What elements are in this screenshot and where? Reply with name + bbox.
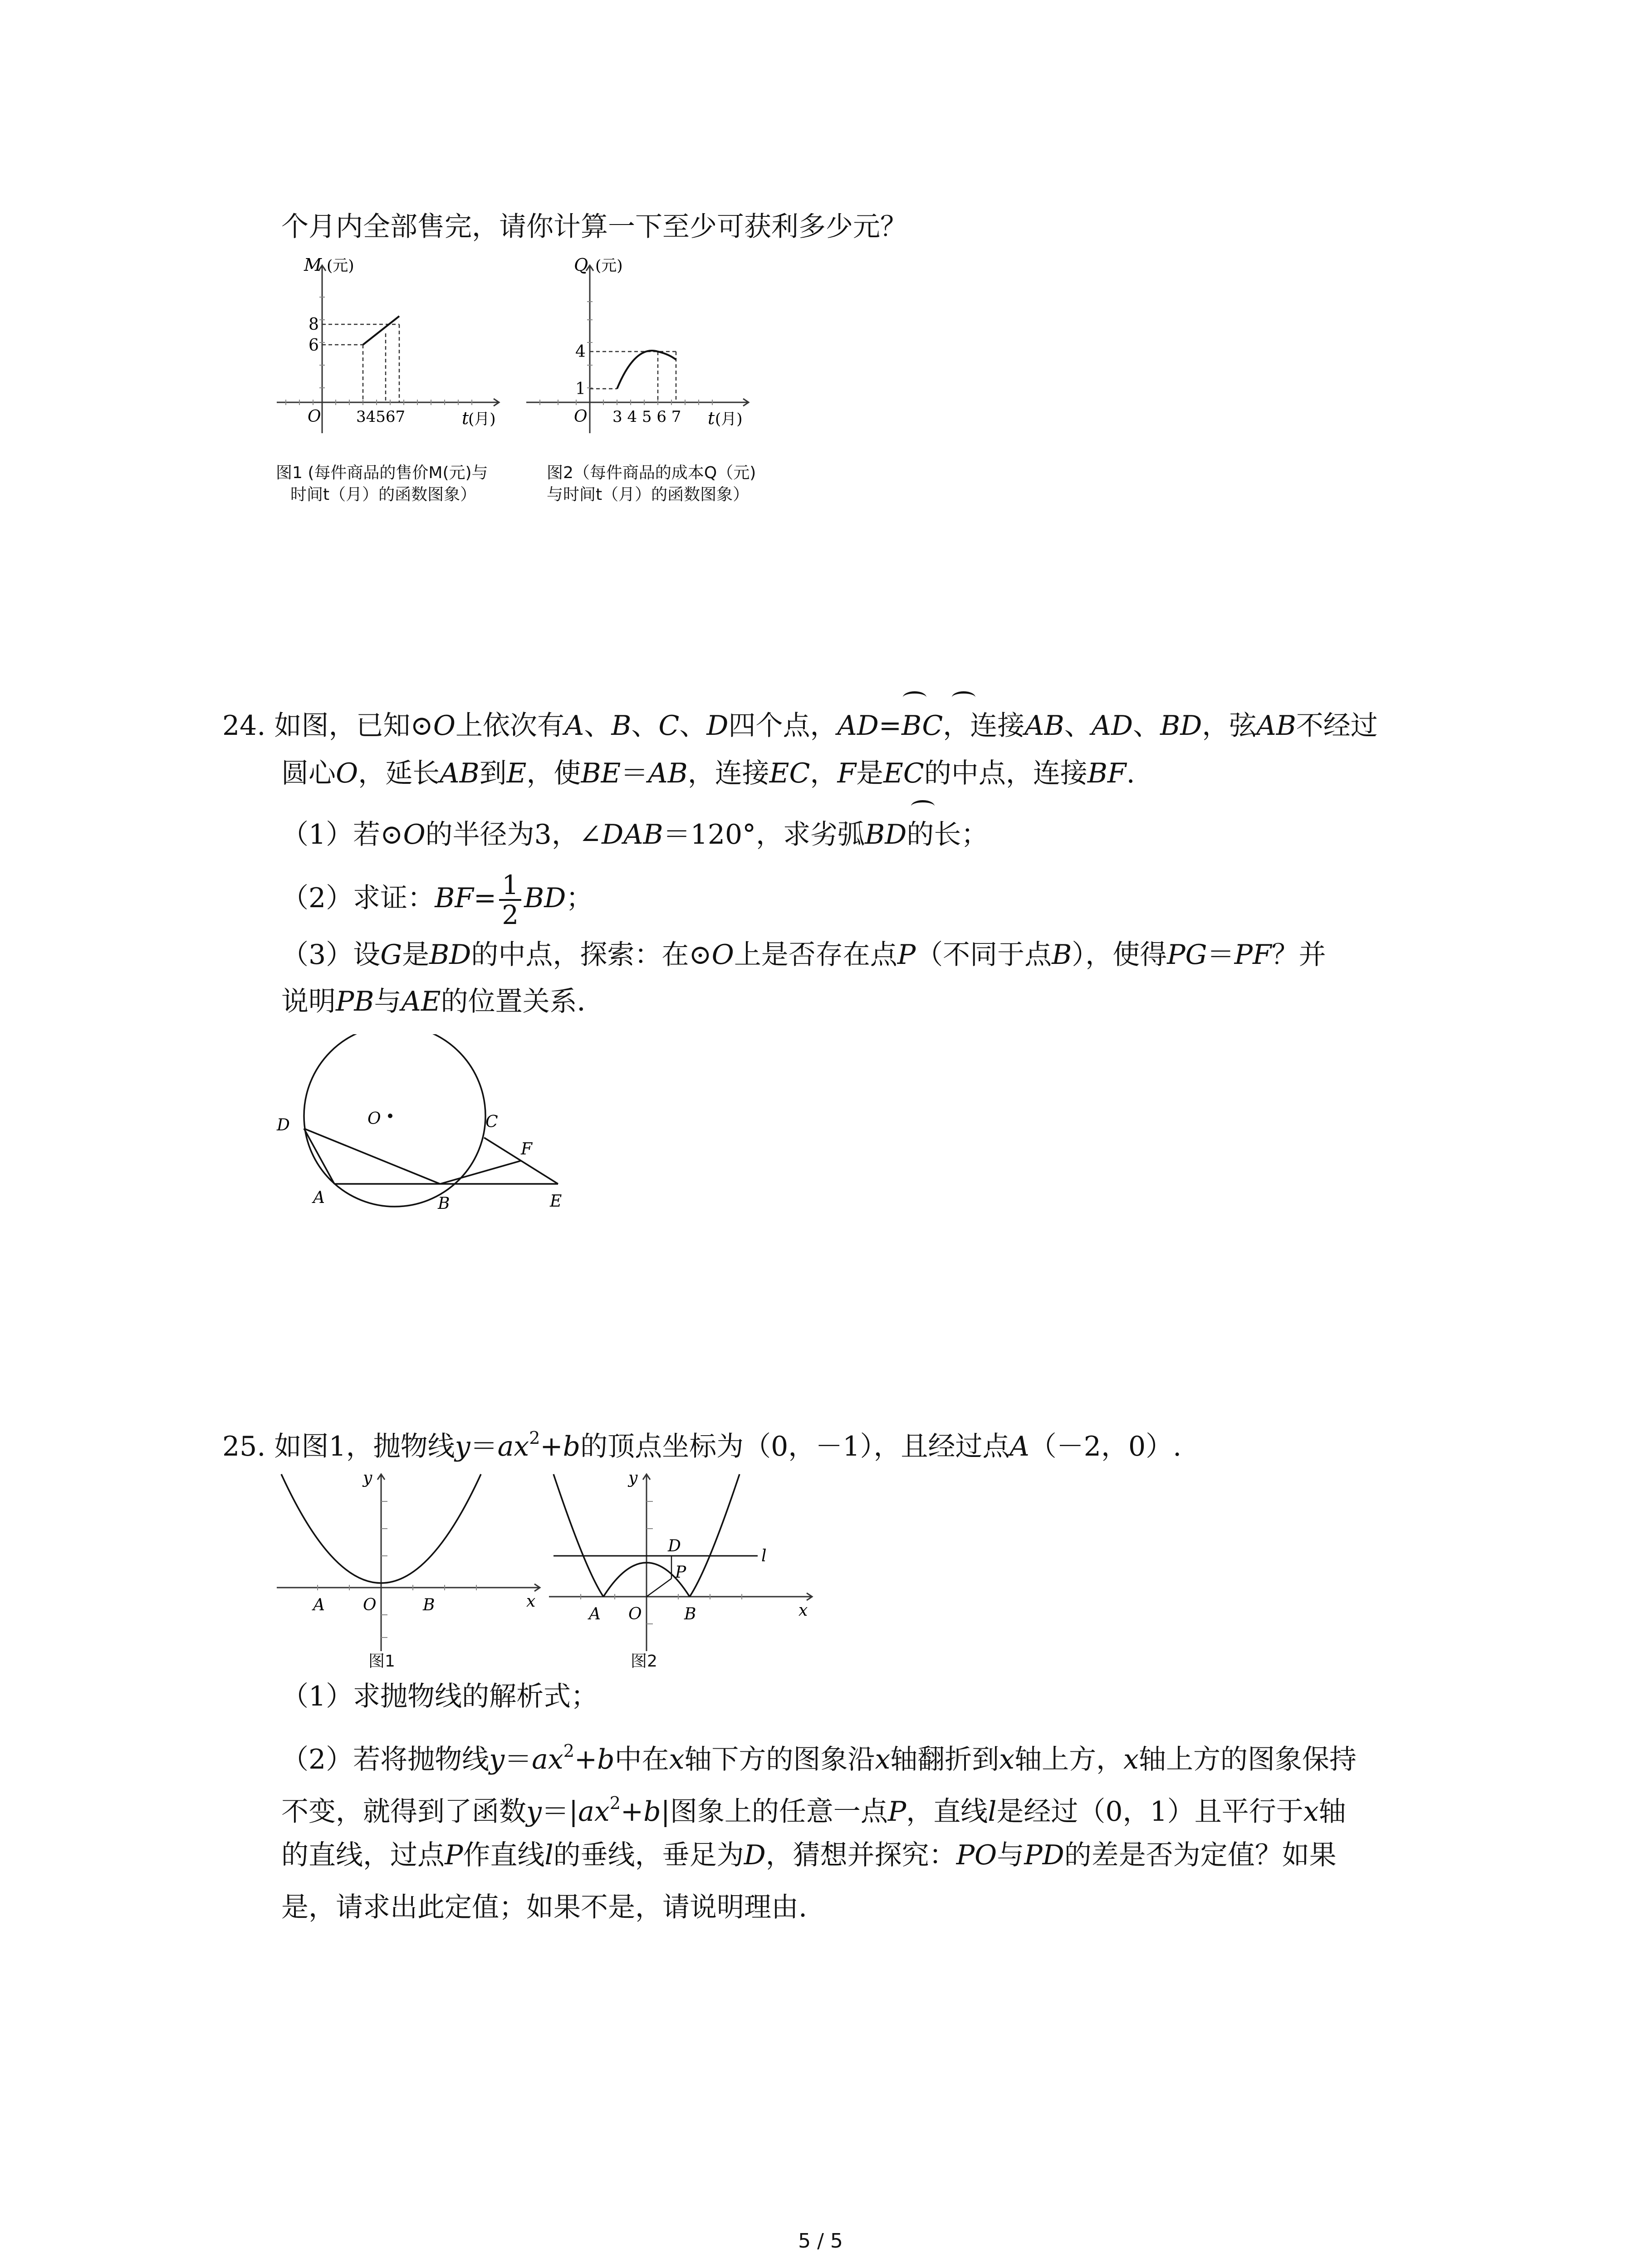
q24-text: ＝120°，求劣弧	[663, 819, 865, 850]
q24-text: 、	[679, 710, 707, 742]
arc-bd-mark	[911, 800, 935, 812]
fraction-denominator: 2	[502, 899, 519, 931]
q24-text: ，连接	[943, 710, 1025, 742]
q25-text: +	[574, 1744, 598, 1775]
var-l: l	[544, 1839, 554, 1871]
q25-fig1-A: A	[313, 1596, 325, 1614]
var-x: x	[999, 1744, 1015, 1775]
var-PG: PG	[1167, 939, 1207, 971]
var-G: G	[380, 939, 402, 971]
q24-text: 是	[856, 758, 884, 789]
q25-text: |	[661, 1796, 670, 1828]
q25-fig2-D: D	[668, 1537, 681, 1555]
var-AE: AE	[401, 986, 441, 1017]
q25-text: 轴翻折到	[890, 1744, 999, 1775]
q25-figure-1	[272, 1465, 554, 1656]
arc-BD: BD	[865, 819, 907, 850]
var-l: l	[988, 1796, 997, 1828]
q24-sub-3	[281, 937, 1326, 973]
var-P: P	[445, 1839, 463, 1871]
fig2-tick-4: 4	[575, 342, 586, 361]
var-BE: BE	[581, 758, 621, 789]
var-ax: ax	[497, 1431, 529, 1462]
arc-AD: AD	[837, 710, 879, 742]
fig24-label-A: A	[313, 1188, 325, 1207]
var-y: y	[455, 1431, 470, 1462]
q24-text: 如图，已知⊙	[274, 710, 433, 742]
var-AB: AB	[440, 758, 480, 789]
q25-text: ＝	[505, 1744, 532, 1775]
q25-fig1-caption: 图1	[368, 1652, 395, 1671]
q25-text: （－2，0）.	[1029, 1431, 1182, 1462]
q25-fig2-l: l	[761, 1547, 767, 1565]
fig2-caption-line2: 与时间t（月）的函数图象）	[547, 485, 749, 504]
q25-text: +	[540, 1431, 563, 1462]
arc-bc-mark	[952, 691, 975, 704]
q24-text: （2）求证：	[281, 882, 435, 914]
q25-text: +	[620, 1796, 644, 1828]
q25-text: 轴	[1318, 1796, 1346, 1828]
q24-line-1	[222, 708, 1378, 744]
fig1-y-unit: (元)	[327, 257, 354, 275]
exponent: 2	[529, 1428, 540, 1448]
q25-fig1-O: O	[363, 1596, 377, 1614]
fig1-x-label: t	[462, 408, 469, 428]
q24-text: =	[878, 710, 902, 742]
q24-sub-3-cont	[281, 983, 604, 1020]
var-PB: PB	[336, 986, 374, 1017]
q25-text: 与	[997, 1839, 1024, 1871]
q25-text: 的差是否为定值？如果	[1064, 1839, 1337, 1871]
fig24-label-C: C	[485, 1113, 498, 1131]
fig1-x-ticks: 34567	[356, 408, 406, 426]
q25-sub-2-line-4: 是，请求出此定值；如果不是，请说明理由.	[281, 1892, 808, 1923]
q23-figure-1	[272, 252, 526, 442]
q24-number: 24.	[222, 710, 266, 742]
page-number: 5 / 5	[798, 2229, 843, 2253]
q24-text: .	[1126, 758, 1135, 789]
fig1-tick-8: 8	[309, 315, 319, 334]
q24-text: 上依次有	[455, 710, 564, 742]
fig1-caption-line1: 图1 (每件商品的售价M(元)与	[276, 464, 488, 482]
q24-line-2	[281, 755, 1135, 792]
fig2-origin: O	[574, 407, 588, 426]
fig1-tick-6: 6	[309, 336, 319, 355]
q24-text: ；	[566, 882, 593, 914]
q25-fig2-A: A	[589, 1605, 601, 1623]
q25-fig1-y: y	[363, 1469, 372, 1487]
var-AB: AB	[1024, 710, 1064, 742]
var-x: x	[1123, 1744, 1139, 1775]
var-BD: BD	[1160, 710, 1202, 742]
var-O: O	[711, 939, 734, 971]
var-O: O	[403, 819, 426, 850]
fig24-label-B: B	[438, 1194, 450, 1213]
var-ax: ax	[532, 1744, 563, 1775]
q25-text: 作直线	[463, 1839, 545, 1871]
var-AD: AD	[1091, 710, 1133, 742]
var-B: B	[1052, 939, 1072, 971]
fig2-tick-1: 1	[575, 380, 586, 398]
q25-sub-1: （1）求抛物线的解析式；	[281, 1681, 598, 1712]
var-PO: PO	[956, 1839, 997, 1871]
q25-text: 轴下方的图象沿	[684, 1744, 875, 1775]
q24-text: ，	[810, 758, 838, 789]
var-O: O	[433, 710, 456, 742]
q24-text: 、	[631, 710, 659, 742]
q25-text: ＝	[470, 1431, 498, 1462]
q24-text: 到	[479, 758, 507, 789]
fig24-label-E: E	[550, 1192, 562, 1211]
q25-text: 的垂线，垂足为	[553, 1839, 744, 1871]
var-C: C	[658, 710, 680, 742]
q24-text: =	[473, 882, 497, 914]
exponent: 2	[609, 1793, 621, 1813]
q24-text: 的位置关系．	[441, 986, 604, 1017]
var-x: x	[669, 1744, 685, 1775]
q24-text: ＝	[621, 758, 648, 789]
var-b: b	[643, 1796, 661, 1828]
var-b: b	[563, 1431, 581, 1462]
q24-text: 说明	[281, 986, 336, 1017]
q24-text: 的半径为3，∠	[425, 819, 602, 850]
var-P: P	[887, 1796, 906, 1828]
q25-text: ，直线	[906, 1796, 988, 1828]
q25-figure-2	[544, 1465, 826, 1656]
arc-BC: BC	[901, 710, 943, 742]
var-y: y	[526, 1796, 542, 1828]
q25-text: 中在	[614, 1744, 669, 1775]
q25-text: 的直线，过点	[281, 1839, 445, 1871]
var-EC: EC	[883, 758, 924, 789]
q24-text: 的中点，探索：在⊙	[471, 939, 712, 971]
var-B: B	[611, 710, 632, 742]
var-AB: AB	[1256, 710, 1296, 742]
q25-text: ＝	[541, 1796, 569, 1828]
q25-fig2-caption: 图2	[631, 1652, 657, 1671]
q24-sub-1	[281, 816, 988, 853]
fig1-caption-line2: 时间t（月）的函数图象）	[290, 485, 477, 504]
var-AB: AB	[648, 758, 688, 789]
q25-fig2-B: B	[684, 1605, 696, 1623]
q25-text: 轴上方的图象保持	[1138, 1744, 1357, 1775]
q25-number: 25.	[222, 1431, 266, 1462]
q24-text: 上是否存在点	[734, 939, 897, 971]
q25-text: |	[568, 1796, 578, 1828]
var-BD: BD	[524, 882, 566, 914]
q25-text: 如图1，抛物线	[274, 1431, 455, 1462]
q23-continuation-line: 个月内全部售完，请你计算一下至少可获利多少元？	[281, 211, 907, 243]
var-BF: BF	[1087, 758, 1127, 789]
q25-sub-2	[281, 1733, 1357, 1778]
var-ax: ax	[578, 1796, 610, 1828]
q25-text: 是经过（0，1）且平行于	[996, 1796, 1303, 1828]
arc-ad-mark	[903, 691, 926, 704]
q24-text: 的中点，连接	[924, 758, 1087, 789]
q25-text: 的顶点坐标为（0，－1），且经过点	[580, 1431, 1010, 1462]
fraction-one-half	[499, 871, 521, 929]
fraction-numerator: 1	[499, 871, 521, 901]
exponent: 2	[563, 1741, 574, 1761]
q25-fig1-B: B	[423, 1596, 435, 1614]
var-F: F	[837, 758, 857, 789]
var-BD: BD	[429, 939, 471, 971]
fig24-label-F: F	[521, 1140, 532, 1158]
var-EC: EC	[769, 758, 810, 789]
q24-text: 不经过	[1296, 710, 1378, 742]
fig1-x-unit: (月)	[468, 410, 496, 428]
fig2-x-ticks: 3 4 5 6 7	[612, 408, 681, 426]
q24-text: （1）若⊙	[281, 819, 403, 850]
q25-sub-2-line-2	[281, 1785, 1346, 1830]
var-D: D	[706, 710, 729, 742]
var-x: x	[875, 1744, 891, 1775]
var-b: b	[597, 1744, 615, 1775]
q24-text: 与	[374, 986, 402, 1017]
fig2-y-label: Q	[574, 255, 588, 275]
q25-text: 不变，就得到了函数	[281, 1796, 526, 1828]
var-BF: BF	[435, 882, 474, 914]
q24-text: ＝	[1207, 939, 1234, 971]
fig24-label-D: D	[277, 1116, 290, 1134]
q24-text: ，连接	[687, 758, 769, 789]
var-O: O	[336, 758, 358, 789]
q24-text: （3）设	[281, 939, 381, 971]
q24-text: ，使	[526, 758, 581, 789]
q25-sub-2-line-3	[281, 1837, 1337, 1873]
fig1-origin: O	[308, 407, 321, 426]
var-x: x	[1303, 1796, 1319, 1828]
q25-text: ，猜想并探究：	[765, 1839, 956, 1871]
fig24-label-O: O	[367, 1110, 381, 1128]
q24-circle-figure	[272, 1034, 590, 1234]
q24-text: 、	[1133, 710, 1161, 742]
q25-text: 轴上方，	[1014, 1744, 1124, 1775]
q24-text: ，延长	[358, 758, 440, 789]
fig2-caption-line1: 图2（每件商品的成本Q（元)	[547, 464, 756, 482]
q25-fig2-x: x	[798, 1601, 808, 1620]
var-PD: PD	[1024, 1839, 1064, 1871]
fig2-x-unit: (月)	[715, 410, 743, 428]
q24-text: （不同于点	[916, 939, 1052, 971]
q24-text: 四个点，	[728, 710, 838, 742]
q25-text: （2）若将抛物线	[281, 1744, 490, 1775]
q24-text: ），使得	[1072, 939, 1167, 971]
var-PF: PF	[1234, 939, 1272, 971]
q23-figure-2	[522, 252, 776, 442]
q24-text: 是	[402, 939, 430, 971]
var-A: A	[1009, 1431, 1029, 1462]
q24-text: 的长；	[906, 819, 989, 850]
var-P: P	[897, 939, 916, 971]
q25-fig1-x: x	[526, 1592, 536, 1611]
var-y: y	[489, 1744, 505, 1775]
q24-sub-2	[281, 869, 593, 929]
q24-text: 、	[1064, 710, 1092, 742]
q24-text: 圆心	[281, 758, 336, 789]
q24-text: 、	[584, 710, 612, 742]
q25-fig2-y: y	[628, 1469, 638, 1487]
fig2-x-label: t	[708, 408, 715, 428]
q24-text: ，弦	[1202, 710, 1257, 742]
fig1-y-label: M	[304, 255, 322, 275]
q25-text: 图象上的任意一点	[670, 1796, 888, 1828]
var-E: E	[506, 758, 527, 789]
var-A: A	[564, 710, 584, 742]
q25-line-1	[222, 1420, 1181, 1465]
q25-fig2-P: P	[675, 1563, 686, 1582]
q24-text: ？并	[1271, 939, 1326, 971]
q25-fig2-O: O	[628, 1605, 642, 1623]
fig2-y-unit: (元)	[595, 257, 623, 275]
var-DAB: DAB	[602, 819, 663, 850]
var-D: D	[744, 1839, 766, 1871]
